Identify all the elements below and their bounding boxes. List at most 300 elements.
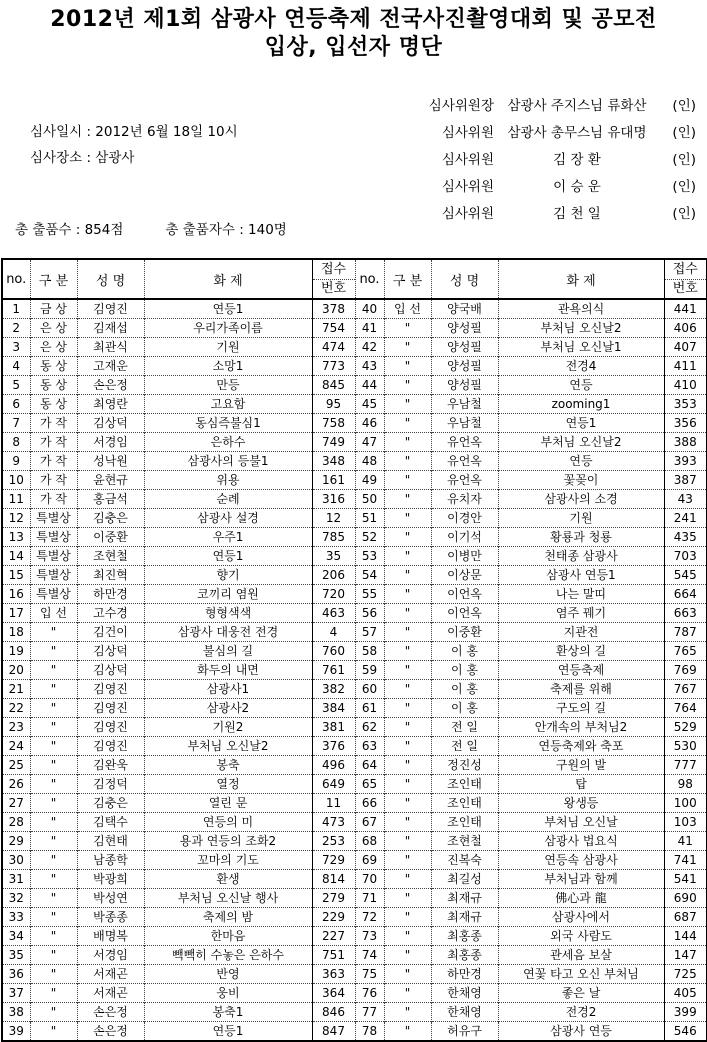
cell-no: 23 [2,718,30,737]
table-row [2,832,707,851]
cell-no: 49 [355,471,384,490]
cell-category: " [384,832,431,851]
cell-category: " [30,965,77,984]
header-name: 성 명 [77,259,144,299]
cell-name: 조인태 [431,794,498,813]
cell-name: 고재운 [77,357,144,376]
cell-no: 7 [2,414,30,433]
table-row [2,604,707,623]
cell-receipt-number: 12 [312,509,355,528]
cell-no: 9 [2,452,30,471]
cell-receipt-number: 463 [312,604,355,623]
cell-title: 삼광사1 [144,680,312,699]
cell-name: 조인태 [431,775,498,794]
cell-name: 정진성 [431,756,498,775]
cell-receipt-number: 411 [664,357,707,376]
cell-category: " [30,775,77,794]
cell-name: 김영진 [77,718,144,737]
cell-category: " [30,927,77,946]
cell-title: 동심즉불심1 [144,414,312,433]
cell-name: 이언옥 [431,585,498,604]
cell-title: 부처님 오신날 [498,813,664,832]
table-row [2,965,707,984]
cell-receipt-number: 663 [664,604,707,623]
cell-title: 순례 [144,490,312,509]
cell-title: 연등축제 [498,661,664,680]
cell-receipt-number: 760 [312,642,355,661]
cell-category: " [384,908,431,927]
cell-receipt-number: 541 [664,870,707,889]
judge-row [420,144,696,171]
cell-name: 손은정 [77,1003,144,1022]
cell-receipt-number: 530 [664,737,707,756]
cell-title: 연등 [498,376,664,395]
cell-receipt-number: 35 [312,547,355,566]
cell-title: 연꽃 타고 오신 부처님 [498,965,664,984]
cell-name: 이경안 [431,509,498,528]
cell-name: 허유구 [431,1022,498,1042]
cell-category: 가 작 [30,471,77,490]
table-row [2,547,707,566]
cell-category: " [30,737,77,756]
cell-title: 축제의 밤 [144,908,312,927]
totals-line [15,218,329,238]
cell-category: " [30,642,77,661]
cell-category: " [384,661,431,680]
cell-receipt-number: 529 [664,718,707,737]
cell-receipt-number: 356 [664,414,707,433]
cell-category: 동 상 [30,376,77,395]
cell-name: 전 일 [431,718,498,737]
table-row [2,946,707,965]
cell-title: 좋은 날 [498,984,664,1003]
cell-title: 만등 [144,376,312,395]
cell-category: 은 상 [30,338,77,357]
cell-receipt-number: 382 [312,680,355,699]
cell-receipt-number: 11 [312,794,355,813]
cell-name: 서재곤 [77,984,144,1003]
table-row [2,623,707,642]
cell-title: 구도의 길 [498,699,664,718]
cell-category: " [30,718,77,737]
table-row [2,433,707,452]
cell-category: " [30,699,77,718]
cell-title: 부처님 오신날2 [144,737,312,756]
cell-title: 형형색색 [144,604,312,623]
judge-role: 심사위원장 [428,97,494,114]
cell-name: 양성필 [431,376,498,395]
cell-receipt-number: 229 [312,908,355,927]
cell-receipt-number: 279 [312,889,355,908]
cell-receipt-number: 378 [312,299,355,319]
cell-receipt-number: 767 [664,680,707,699]
cell-no: 39 [2,1022,30,1042]
judge-name: 김 천 일 [553,205,601,222]
cell-no: 25 [2,756,30,775]
cell-name: 양성필 [431,319,498,338]
cell-title: zooming1 [498,395,664,414]
cell-title: 부처님 오신날2 [498,433,664,452]
cell-no: 31 [2,870,30,889]
cell-category: " [30,1003,77,1022]
cell-receipt-number: 703 [664,547,707,566]
cell-category: 은 상 [30,319,77,338]
cell-category: 특별상 [30,509,77,528]
table-row [2,566,707,585]
cell-name: 김건이 [77,623,144,642]
table-row [2,794,707,813]
cell-no: 12 [2,509,30,528]
cell-no: 71 [355,889,384,908]
cell-name: 김현태 [77,832,144,851]
cell-receipt-number: 690 [664,889,707,908]
cell-category: " [384,851,431,870]
cell-title: 열린 문 [144,794,312,813]
cell-category: " [30,794,77,813]
cell-receipt-number: 253 [312,832,355,851]
cell-no: 30 [2,851,30,870]
cell-receipt-number: 387 [664,471,707,490]
cell-title: 기원2 [144,718,312,737]
cell-category: " [384,604,431,623]
table-row [2,528,707,547]
cell-category: " [384,357,431,376]
cell-receipt-number: 393 [664,452,707,471]
judge-role: 심사위원 [441,151,494,168]
cell-name: 이 홍 [431,680,498,699]
table-row [2,680,707,699]
table-row [2,756,707,775]
table-row [2,376,707,395]
cell-receipt-number: 384 [312,699,355,718]
cell-title: 우주1 [144,528,312,547]
cell-no: 43 [355,357,384,376]
cell-receipt-number: 399 [664,1003,707,1022]
cell-name: 김충은 [77,509,144,528]
judge-role: 심사위원 [441,205,494,222]
cell-no: 28 [2,813,30,832]
cell-title: 전경2 [498,1003,664,1022]
cell-receipt-number: 435 [664,528,707,547]
cell-title: 연등1 [498,414,664,433]
judge-row [420,117,696,144]
cell-no: 27 [2,794,30,813]
cell-no: 78 [355,1022,384,1042]
judge-row [420,90,696,117]
cell-receipt-number: 649 [312,775,355,794]
cell-no: 20 [2,661,30,680]
cell-category: 가 작 [30,490,77,509]
cell-receipt-number: 43 [664,490,707,509]
cell-no: 63 [355,737,384,756]
cell-title: 안개속의 부처님2 [498,718,664,737]
header-category: 구 분 [384,259,431,299]
cell-category: 금 상 [30,299,77,319]
header-row [2,259,707,299]
table-row [2,851,707,870]
cell-title: 열정 [144,775,312,794]
table-row [2,889,707,908]
cell-receipt-number: 353 [664,395,707,414]
cell-no: 15 [2,566,30,585]
cell-no: 62 [355,718,384,737]
table-row [2,452,707,471]
table-row [2,908,707,927]
cell-no: 32 [2,889,30,908]
judge-seal: (인) [672,151,696,168]
cell-title: 삼광사의 등불1 [144,452,312,471]
cell-no: 64 [355,756,384,775]
cell-name: 유언옥 [431,452,498,471]
cell-receipt-number: 787 [664,623,707,642]
cell-receipt-number: 847 [312,1022,355,1042]
page-title-line2: 입상, 입선자 명단 [264,35,443,60]
cell-no: 37 [2,984,30,1003]
cell-name: 윤현규 [77,471,144,490]
cell-category: " [30,946,77,965]
cell-category: " [384,642,431,661]
cell-receipt-number: 773 [312,357,355,376]
cell-receipt-number: 410 [664,376,707,395]
cell-title: 전경4 [498,357,664,376]
cell-name: 서경임 [77,433,144,452]
cell-title: 관욕의식 [498,299,664,319]
judge-role: 심사위원 [441,178,494,195]
cell-no: 53 [355,547,384,566]
cell-no: 3 [2,338,30,357]
cell-title: 환생 [144,870,312,889]
cell-receipt-number: 473 [312,813,355,832]
cell-receipt-number: 785 [312,528,355,547]
cell-no: 5 [2,376,30,395]
cell-no: 11 [2,490,30,509]
cell-no: 16 [2,585,30,604]
cell-no: 29 [2,832,30,851]
cell-category: " [384,870,431,889]
cell-no: 36 [2,965,30,984]
cell-receipt-number: 405 [664,984,707,1003]
header-receipt-top: 접수 [313,261,355,280]
cell-name: 손은정 [77,376,144,395]
cell-title: 부처님 오신날 행사 [144,889,312,908]
judge-row [420,171,696,198]
cell-category: " [384,1022,431,1042]
cell-name: 최재규 [431,908,498,927]
cell-no: 38 [2,1003,30,1022]
cell-name: 이상문 [431,566,498,585]
header-receipt-bottom: 번호 [320,280,347,296]
cell-category: " [384,566,431,585]
review-place: 심사장소 : 삼광사 [30,150,135,166]
cell-category: " [384,319,431,338]
cell-name: 전 일 [431,737,498,756]
cell-no: 4 [2,357,30,376]
cell-category: 가 작 [30,433,77,452]
table-row [2,319,707,338]
cell-name: 이중환 [431,623,498,642]
cell-name: 이병만 [431,547,498,566]
cell-name: 고수경 [77,604,144,623]
cell-no: 45 [355,395,384,414]
cell-no: 17 [2,604,30,623]
cell-category: " [384,756,431,775]
cell-category: 특별상 [30,528,77,547]
cell-title: 웅비 [144,984,312,1003]
cell-title: 용과 연등의 조화2 [144,832,312,851]
cell-no: 76 [355,984,384,1003]
cell-category: " [384,794,431,813]
cell-no: 35 [2,946,30,965]
cell-receipt-number: 474 [312,338,355,357]
cell-no: 72 [355,908,384,927]
cell-title: 축제를 위해 [498,680,664,699]
cell-title: 황룡과 청룡 [498,528,664,547]
cell-no: 68 [355,832,384,851]
cell-name: 조현철 [431,832,498,851]
cell-category: " [384,433,431,452]
cell-name: 최홍종 [431,927,498,946]
cell-name: 김재섭 [77,319,144,338]
cell-receipt-number: 546 [664,1022,707,1042]
table-row [2,984,707,1003]
cell-category: " [384,490,431,509]
cell-receipt-number: 388 [664,433,707,452]
cell-category: " [384,585,431,604]
cell-title: 연등속 삼광사 [498,851,664,870]
cell-no: 44 [355,376,384,395]
cell-receipt-number: 729 [312,851,355,870]
cell-name: 박성연 [77,889,144,908]
cell-category: 가 작 [30,414,77,433]
cell-name: 한채영 [431,984,498,1003]
cell-category: " [384,623,431,642]
cell-receipt-number: 545 [664,566,707,585]
cell-title: 지관전 [498,623,664,642]
cell-category: " [30,851,77,870]
header-no: no. [355,259,384,299]
cell-name: 우남철 [431,395,498,414]
cell-title: 부처님 오신날1 [498,338,664,357]
cell-category: " [384,471,431,490]
cell-no: 74 [355,946,384,965]
table-row [2,927,707,946]
cell-no: 69 [355,851,384,870]
cell-title: 삼광사 법요식 [498,832,664,851]
table-body [2,299,707,1041]
cell-name: 최관식 [77,338,144,357]
cell-category: " [30,756,77,775]
cell-category: 특별상 [30,547,77,566]
cell-title: 기원 [498,509,664,528]
cell-receipt-number: 814 [312,870,355,889]
cell-category: " [30,889,77,908]
cell-name: 홍금석 [77,490,144,509]
cell-title: 탑 [498,775,664,794]
cell-name: 이언옥 [431,604,498,623]
table-row [2,1022,707,1042]
cell-title: 삼광사 연등1 [498,566,664,585]
cell-name: 박광희 [77,870,144,889]
cell-category: 동 상 [30,395,77,414]
cell-no: 75 [355,965,384,984]
cell-receipt-number: 406 [664,319,707,338]
cell-category: " [30,680,77,699]
total-entries: 총 출품수 : 854점 [15,222,124,238]
cell-name: 김정덕 [77,775,144,794]
cell-category: " [384,395,431,414]
cell-name: 이중환 [77,528,144,547]
cell-name: 최재규 [431,889,498,908]
cell-no: 6 [2,395,30,414]
cell-title: 삼광사 연등 [498,1022,664,1042]
cell-receipt-number: 664 [664,585,707,604]
table-row [2,357,707,376]
cell-receipt-number: 41 [664,832,707,851]
cell-name: 우남철 [431,414,498,433]
header-receipt [312,259,355,299]
header-category: 구 분 [30,259,77,299]
header-no: no. [2,259,30,299]
cell-no: 60 [355,680,384,699]
cell-title: 염주 꿰기 [498,604,664,623]
cell-category: " [384,984,431,1003]
cell-no: 77 [355,1003,384,1022]
cell-category: " [30,661,77,680]
cell-name: 김완욱 [77,756,144,775]
cell-category: " [384,509,431,528]
cell-no: 66 [355,794,384,813]
cell-category: " [384,1003,431,1022]
cell-receipt-number: 764 [664,699,707,718]
cell-category: " [384,338,431,357]
cell-name: 유언옥 [431,471,498,490]
cell-title: 삼광사2 [144,699,312,718]
cell-no: 47 [355,433,384,452]
judge-name: 김 장 환 [553,151,601,168]
cell-receipt-number: 381 [312,718,355,737]
cell-no: 56 [355,604,384,623]
cell-category: " [30,908,77,927]
header-receipt-top: 접수 [665,261,707,280]
table-row [2,699,707,718]
table-row [2,338,707,357]
cell-category: " [384,528,431,547]
cell-name: 배명복 [77,927,144,946]
cell-category: 가 작 [30,452,77,471]
cell-title: 향기 [144,566,312,585]
cell-receipt-number: 725 [664,965,707,984]
cell-name: 손은정 [77,1022,144,1042]
table-row [2,737,707,756]
cell-name: 한채영 [431,1003,498,1022]
cell-no: 59 [355,661,384,680]
cell-name: 양국배 [431,299,498,319]
cell-category: " [384,414,431,433]
cell-title: 은하수 [144,433,312,452]
cell-no: 52 [355,528,384,547]
cell-title: 연등1 [144,299,312,319]
cell-name: 조현철 [77,547,144,566]
cell-receipt-number: 720 [312,585,355,604]
cell-receipt-number: 348 [312,452,355,471]
cell-title: 연등축제와 축포 [498,737,664,756]
cell-no: 50 [355,490,384,509]
cell-receipt-number: 364 [312,984,355,1003]
cell-no: 8 [2,433,30,452]
table-row [2,490,707,509]
cell-category: " [384,737,431,756]
cell-name: 진복숙 [431,851,498,870]
